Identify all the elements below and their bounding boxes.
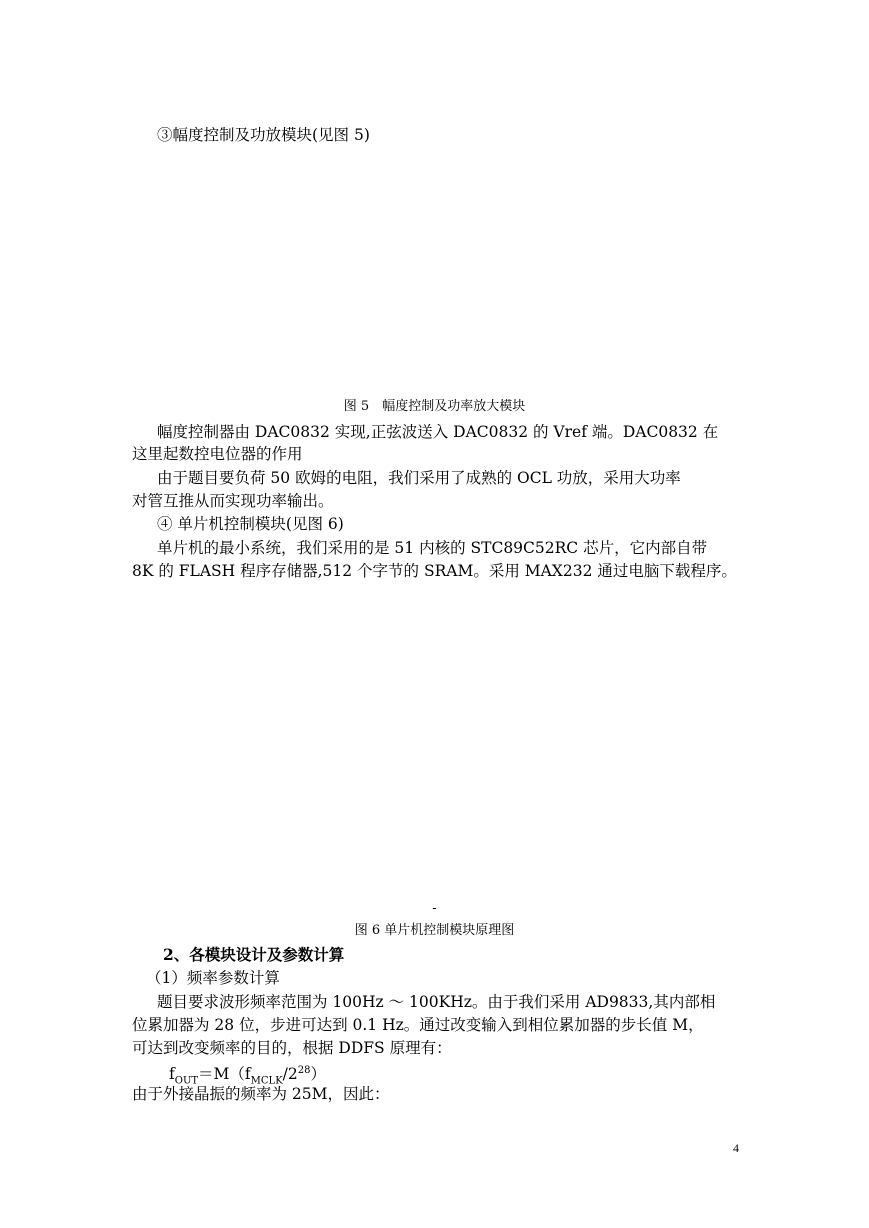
- paragraph-mcu-line2: 8K 的 FLASH 程序存储器,512 个字节的 SRAM。采用 MAX232 通过电脑下载程序。: [132, 562, 737, 580]
- figure-6-area: [132, 590, 742, 890]
- subsection-1-heading: （1）频率参数计算: [146, 969, 280, 987]
- paragraph-frequency-line3: 可达到改变频率的目的，根据 DDFS 原理有：: [132, 1039, 452, 1057]
- formula-exponent: 28: [297, 1065, 311, 1076]
- paragraph-mcu-line1: 单片机的最小系统，我们采用的是 51 内核的 STC89C52RC 芯片，它内部自带: [157, 539, 708, 557]
- paragraph-ocl-line1: 由于题目要负荷 50 欧姆的电阻，我们采用了成熟的 OCL 功放，采用大功率: [157, 469, 681, 487]
- paragraph-frequency-line2: 位累加器为 28 位，步进可达到 0.1 Hz。通过改变输入到相位累加器的步长值 M，: [132, 1016, 704, 1034]
- paragraph-amplitude-line2: 这里起数控电位器的作用: [132, 445, 303, 463]
- section-heading-3: ③幅度控制及功放模块(见图 5): [157, 126, 370, 144]
- formula-eq: ＝M（f: [198, 1065, 251, 1084]
- part-2-heading: 2、各模块设计及参数计算: [163, 945, 345, 964]
- page-number: 4: [733, 1141, 739, 1155]
- figure-6-mark: -: [432, 901, 437, 916]
- formula-f: f: [169, 1065, 175, 1084]
- paragraph-ocl-line2: 对管互推从而实现功率输出。: [132, 492, 334, 510]
- formula-mclk-subscript: MCLK: [250, 1075, 283, 1087]
- section-heading-4: ④ 单片机控制模块(见图 6): [157, 515, 344, 533]
- formula-close: ）: [310, 1065, 327, 1084]
- formula-div: /2: [282, 1065, 298, 1084]
- paragraph-amplitude-line1: 幅度控制器由 DAC0832 实现,正弦波送入 DAC0832 的 Vref 端。DAC0832 在: [157, 423, 719, 441]
- figure-6-caption: 图 6 单片机控制模块原理图: [354, 923, 515, 938]
- paragraph-crystal: 由于外接晶振的频率为 25M，因此：: [132, 1085, 390, 1103]
- figure-5-area: [132, 150, 742, 390]
- paragraph-frequency-line1: 题目要求波形频率范围为 100Hz ～ 100KHz。由于我们采用 AD9833,其内部相: [157, 993, 716, 1011]
- formula-out-subscript: OUT: [174, 1075, 199, 1087]
- figure-5-caption: 图 5 幅度控制及功率放大模块: [343, 399, 526, 414]
